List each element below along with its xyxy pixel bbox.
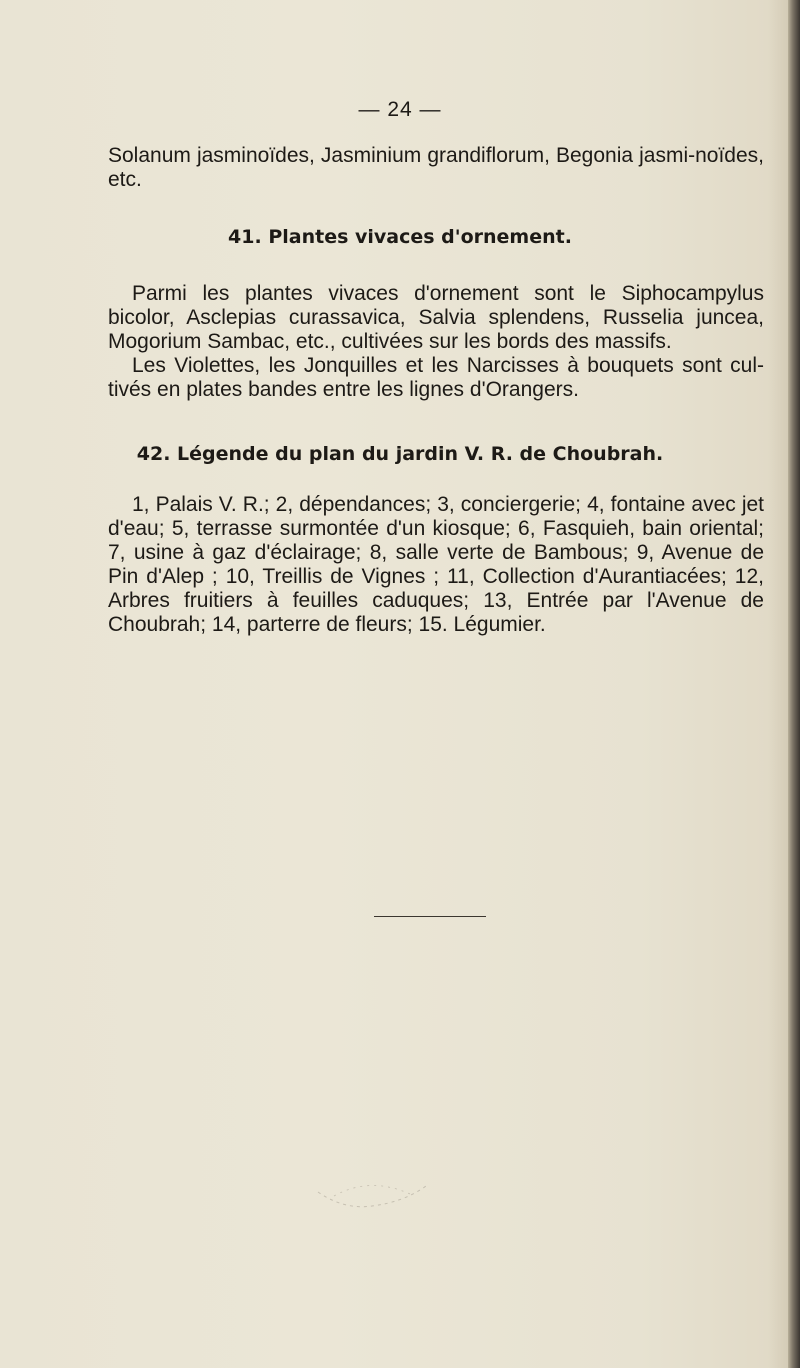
faint-stamp-mark [314, 1166, 432, 1214]
intro-paragraph: Solanum jasminoïdes, Jasminium grandiflorum, Begonia jasmi-noïdes, etc. [108, 144, 764, 191]
section-42-legend: 1, Palais V. R.; 2, dépendances; 3, conciergerie; 4, fontaine avec jet d'eau; 5, terrasse surmontée d'un kiosque; 6, Fasquieh, bain oriental; 7, usine à gaz d'éclairage; 8, salle verte de Bambous; 9, Avenue de Pin d'Alep ; 10, Treillis de Vignes ; 11, Collection d'Aurantiacées; 12, Arbres fruitiers à feuilles caduques; 13, Entrée par l'Avenue de Choubrah; 14, parterre de fleurs; 15. Légumier. [108, 493, 764, 636]
book-spine-edge [788, 0, 800, 1368]
end-rule-divider [374, 916, 486, 917]
section-41-heading: 41. Plantes vivaces d'ornement. [228, 226, 572, 248]
page-number: — 24 — [358, 98, 442, 121]
section-42-heading: 42. Légende du plan du jardin V. R. de Choubrah. [136, 443, 664, 465]
section-41-paragraph-1: Parmi les plantes vivaces d'ornement sont le Siphocampylus bicolor, Asclepias curassavica, Salvia splendens, Russelia juncea, Mogorium Sambac, etc., cultivées sur les bords des massifs. [108, 282, 764, 353]
section-41-body [108, 282, 764, 402]
section-41-paragraph-2: Les Violettes, les Jonquilles et les Narcisses à bouquets sont cul-tivés en plates bandes entre les lignes d'Orangers. [108, 354, 764, 401]
